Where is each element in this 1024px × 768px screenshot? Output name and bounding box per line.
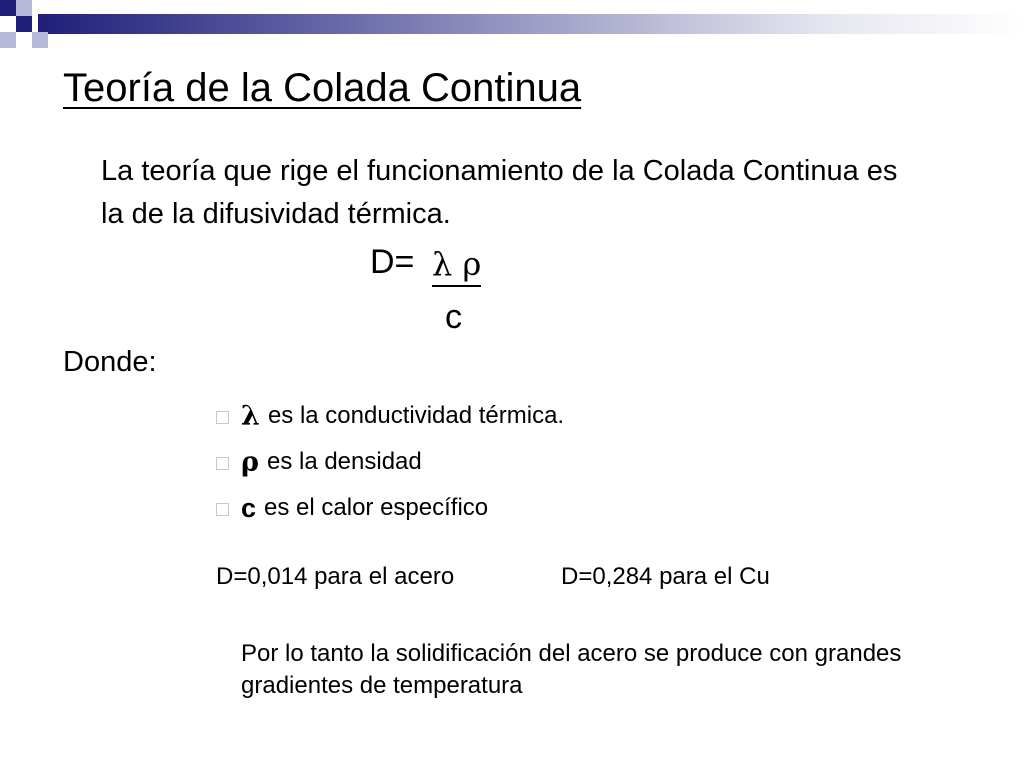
definition-symbol: c	[241, 492, 257, 523]
formula-denominator: c	[445, 298, 462, 336]
definition-text: es el calor específico	[264, 494, 489, 521]
banner-gradient-bar	[38, 14, 1024, 34]
header-banner	[0, 0, 1024, 48]
formula-numerator: λ ρ	[432, 245, 481, 287]
formula-lhs: D=	[370, 243, 415, 281]
intro-text: La teoría que rige el funcionamiento de la Colada Continua es la de la difusividad térmica.	[101, 155, 898, 230]
conclusion-text: Por lo tanto la solidificación del acero se produce con grandes gradientes de temperatura	[241, 640, 902, 699]
value-copper: D=0,284 para el Cu	[561, 563, 770, 590]
diffusivity-formula	[370, 243, 482, 336]
slide-title: Teoría de la Colada Continua	[63, 66, 582, 110]
bullet-box-icon	[216, 503, 229, 516]
definitions-list	[216, 393, 564, 531]
definition-text: es la conductividad térmica.	[267, 402, 565, 429]
definition-item	[216, 439, 564, 485]
bullet-box-icon	[216, 457, 229, 470]
banner-square	[16, 0, 32, 16]
definition-symbol: λ	[241, 400, 260, 432]
definition-item	[216, 393, 564, 439]
donde-label: Donde:	[63, 346, 157, 378]
value-steel: D=0,014 para el acero	[216, 563, 455, 590]
banner-square	[0, 32, 16, 48]
bullet-box-icon	[216, 411, 229, 424]
banner-square	[32, 32, 48, 48]
definition-item	[216, 485, 564, 531]
banner-square	[16, 16, 32, 32]
definition-text: es la densidad	[266, 448, 422, 475]
definition-symbol: ρ	[241, 446, 259, 478]
banner-square	[0, 0, 16, 16]
